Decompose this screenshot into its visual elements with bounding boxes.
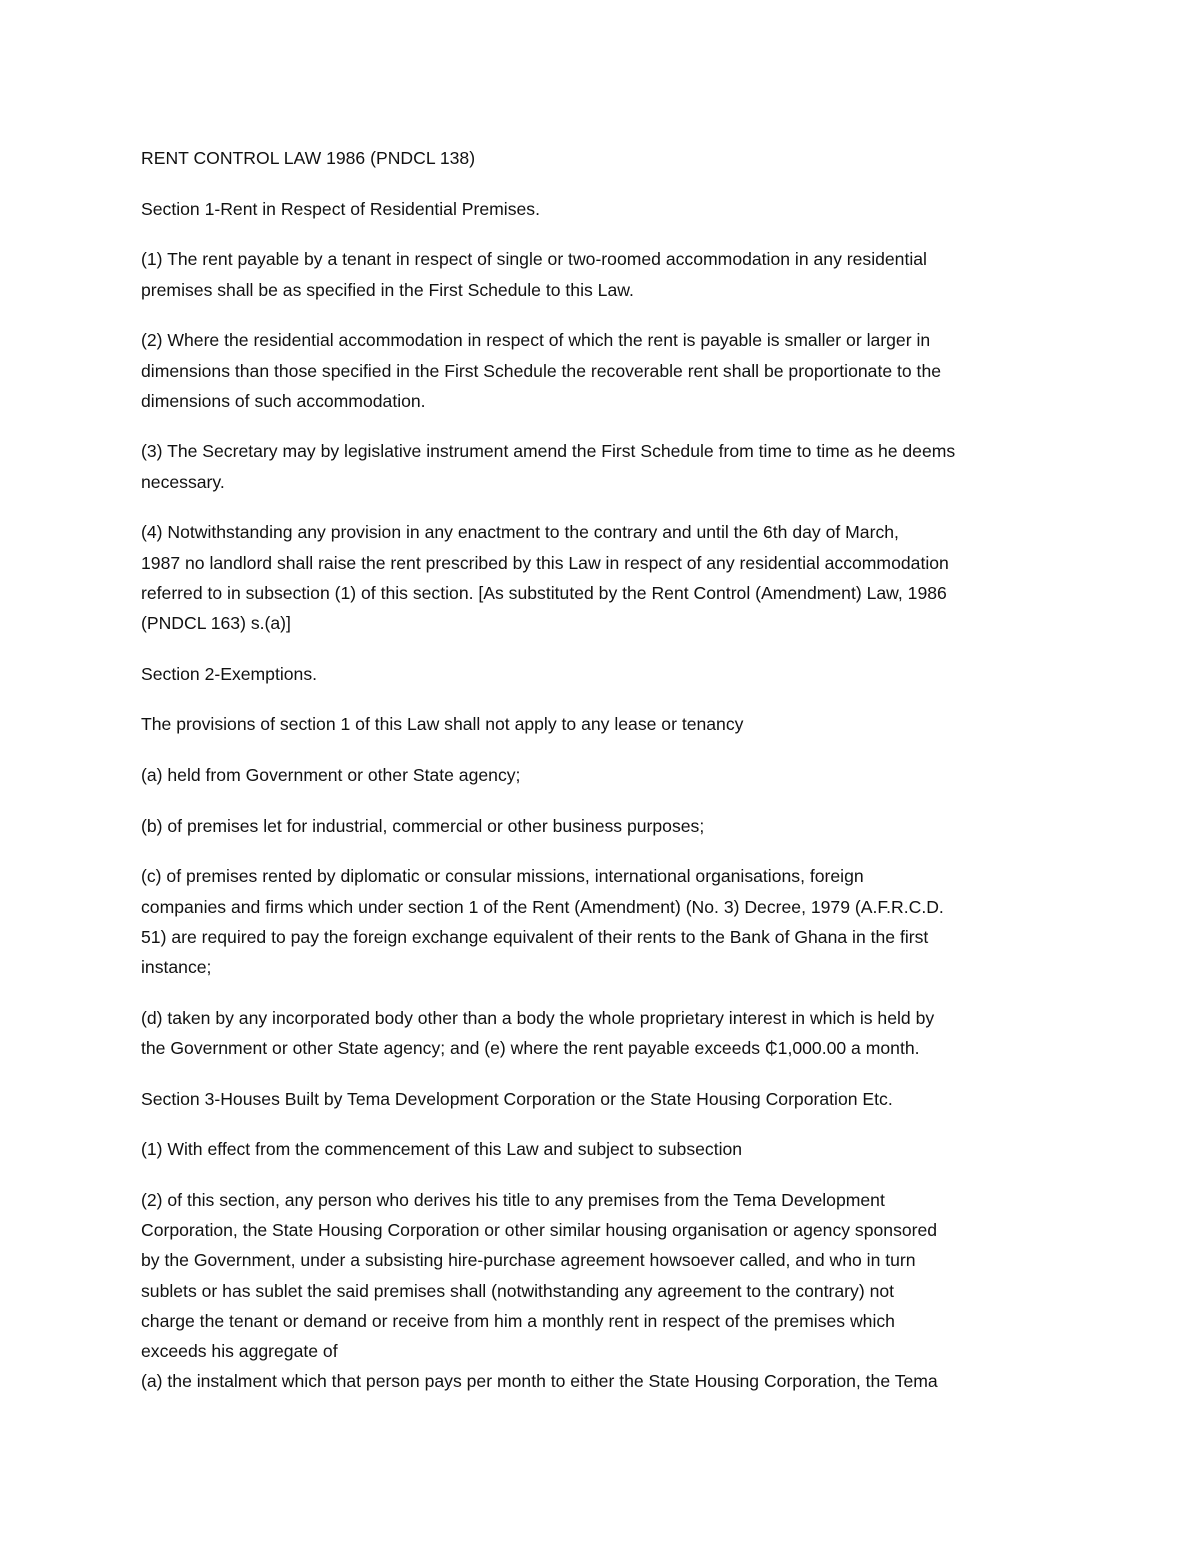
- section-1-heading: Section 1-Rent in Respect of Residential Premises.: [141, 198, 540, 219]
- section-1-subsection-3: (3) The Secretary may by legislative instrument amend the First Schedule from time to time as he deems necessary.: [141, 441, 956, 492]
- section-3-subsection-2: (2) of this section, any person who derives his title to any premises from the Tema Development Corporation, the State Housing Corporation or other similar housing organisation or agency sponsored by the Government, under a subsisting hire-purchase agreement howsoever called, and who in turn sublets or has sublet the said premises shall (notwithstanding any agreement to the contrary) not charge the tenant or demand or receive from him a monthly rent in respect of the premises which exceeds his aggregate of: [141, 1190, 938, 1362]
- section-1-subsection-4: (4) Notwithstanding any provision in any enactment to the contrary and until the 6th day of March, 1987 no landlord shall raise the rent prescribed by this Law in respect of any residential accommodation referred to in subsection (1) of this section. [As substituted by the Rent Control (Amendment) Law, 1986 (PNDCL 163) s.(a)]: [141, 522, 949, 633]
- section-1-subsection-1: (1) The rent payable by a tenant in respect of single or two-roomed accommodation in any residential premises shall be as specified in the First Schedule to this Law.: [141, 249, 927, 300]
- document-page: [141, 143, 1061, 1397]
- section-2-item-c: (c) of premises rented by diplomatic or consular missions, international organisations, foreign companies and firms which under section 1 of the Rent (Amendment) (No. 3) Decree, 1979 (A.F.R.C.D. 51) are required to pay the foreign exchange equivalent of their rents to the Bank of Ghana in the first instance;: [141, 866, 944, 978]
- section-1-subsection-2: (2) Where the residential accommodation in respect of which the rent is payable is smaller or larger in dimensions than those specified in the First Schedule the recoverable rent shall be proportionate to the dimensions of such accommodation.: [141, 330, 942, 411]
- section-2-heading: Section 2-Exemptions.: [141, 663, 318, 684]
- section-3-item-a: (a) the instalment which that person pays per month to either the State Housing Corporation, the Tema: [141, 1371, 938, 1392]
- section-2-item-b: (b) of premises let for industrial, commercial or other business purposes;: [141, 815, 705, 836]
- section-3-heading: Section 3-Houses Built by Tema Development Corporation or the State Housing Corporation Etc.: [141, 1088, 893, 1109]
- section-3-subsection-1: (1) With effect from the commencement of this Law and subject to subsection: [141, 1139, 743, 1160]
- section-2-item-d-e: (d) taken by any incorporated body other than a body the whole proprietary interest in which is held by the Government or other State agency; and (e) where the rent payable exceeds ₵1,000.00 a month.: [141, 1007, 935, 1058]
- document-title: RENT CONTROL LAW 1986 (PNDCL 138): [141, 148, 476, 168]
- section-2-item-a: (a) held from Government or other State agency;: [141, 765, 521, 786]
- section-2-intro: The provisions of section 1 of this Law shall not apply to any lease or tenancy: [141, 714, 744, 735]
